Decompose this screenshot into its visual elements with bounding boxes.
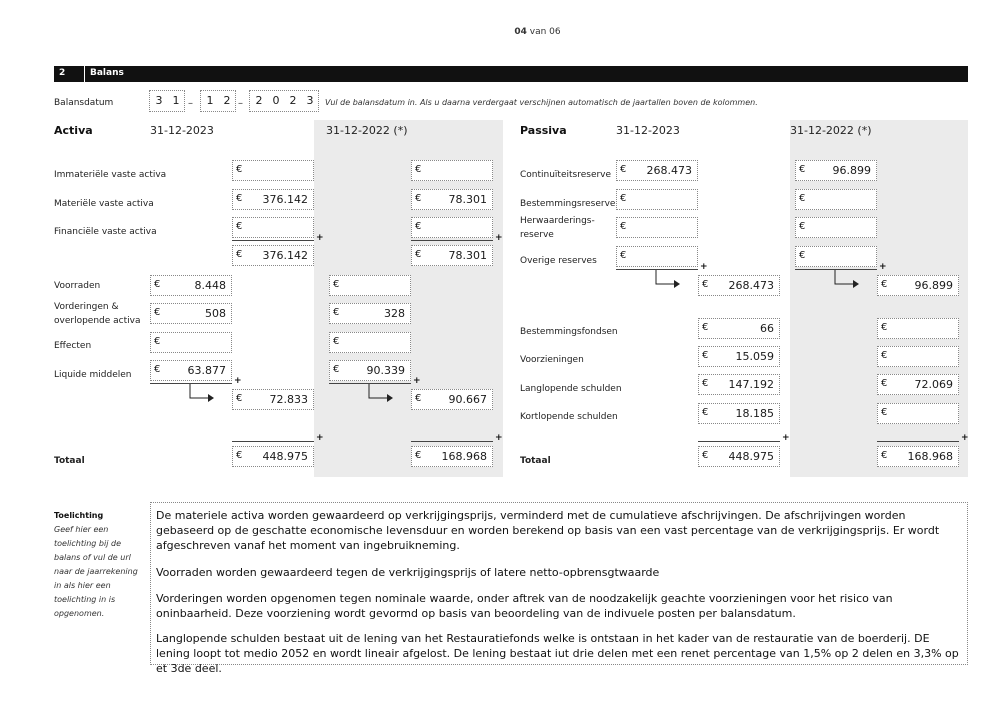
row-label-bestemmingsreserve: Bestemmingsreserve [520,199,616,209]
row-label-overige: Overige reserves [520,256,597,266]
passiva-2023-eigen-vermogen: € 268.473 [698,275,780,296]
activa-2022-effecten-field[interactable]: € [329,332,411,353]
row-label-bestemmingsfondsen: Bestemmingsfondsen [520,327,618,337]
passiva-2022-overige-field[interactable]: € [795,246,877,267]
row-label-vorderingen-1: Vorderingen & [54,302,119,312]
toelichting-hint: Geef hier een toelichting bij de balans of vul de url naar de jaarrekening in als hier een toelichting in is opgenomen. [54,525,138,618]
activa-col-2022: 31-12-2022 (*) [326,124,408,137]
plus-sign: + [495,233,503,243]
activa-2022-totaal: € 168.968 [411,446,493,467]
activa-2022-vaste-subtotal: € 78.301 [411,245,493,266]
section-title: Balans [90,68,124,78]
passiva-2022-continuiteit-field[interactable]: € 96.899 [795,160,877,181]
activa-2022-vlottend-subtotal: € 90.667 [411,389,493,410]
plus-sign: + [782,433,790,443]
carry-arrow-icon [656,270,686,290]
passiva-2023-continuiteit-field[interactable]: € 268.473 [616,160,698,181]
year-digit-2: 0 [268,92,284,110]
row-label-vorderingen-2: overlopende activa [54,316,141,326]
passiva-2022-herwaardering-field[interactable]: € [795,217,877,238]
row-label-materieel: Materiële vaste activa [54,199,154,209]
passiva-heading: Passiva [520,124,567,137]
plus-sign: + [413,376,421,386]
page-number: 04 van 06 [514,27,561,37]
passiva-2022-totaal: € 168.968 [877,446,959,467]
passiva-2022-voorzieningen-field[interactable]: € [877,346,959,367]
passiva-2023-langlopend-field[interactable]: € 147.192 [698,374,780,395]
activa-2023-effecten-field[interactable]: € [150,332,232,353]
activa-totaal-label: Totaal [54,456,85,466]
activa-2023-totaal: € 448.975 [232,446,314,467]
passiva-2023-herwaardering-field[interactable]: € [616,217,698,238]
date-separator: – [238,98,243,109]
balansdatum-day[interactable] [149,90,185,112]
plus-sign: + [316,233,324,243]
passiva-2023-overige-field[interactable]: € [616,246,698,267]
day-digit-1: 3 [151,92,167,110]
activa-2023-liquide-field[interactable]: € 63.877 [150,360,232,381]
passiva-totaal-label: Totaal [520,456,551,466]
date-separator: – [188,98,193,109]
plus-sign: + [234,376,242,386]
activa-2022-liquide-field[interactable]: € 90.339 [329,360,411,381]
passiva-2023-voorzieningen-field[interactable]: € 15.059 [698,346,780,367]
balansdatum-label: Balansdatum [54,98,114,108]
activa-2023-voorraden-field[interactable]: € 8.448 [150,275,232,296]
activa-2022-vorderingen-field[interactable]: € 328 [329,303,411,324]
plus-sign: + [961,433,969,443]
carry-arrow-icon [190,384,220,404]
passiva-col-2022: 31-12-2022 (*) [790,124,872,137]
carry-arrow-icon [369,384,399,404]
day-digit-2: 1 [168,92,184,110]
section-header [54,66,968,82]
row-label-immaterieel: Immateriële vaste activa [54,170,167,180]
activa-col-2023: 31-12-2023 [150,124,214,137]
activa-2023-vaste-subtotal: € 376.142 [232,245,314,266]
balansdatum-year[interactable] [249,90,319,112]
toelichting-paragraph-4: Langlopende schulden bestaat uit de lening van het Restauratiefonds welke is ontstaan in het kader van de restauratie van de boerderij. DE lening loopt tot medio 2052 en wordt lineair afgelost. De lening bestaat iut drie delen met een renet percentage van 1,5% op 2 delen en 3,3% op et 3de deel. [156,632,959,675]
row-label-effecten: Effecten [54,341,92,351]
row-label-herwaardering-2: reserve [520,230,554,240]
passiva-2022-bestemmingsfondsen-field[interactable]: € [877,318,959,339]
passiva-2023-totaal: € 448.975 [698,446,780,467]
activa-heading: Activa [54,124,93,137]
plus-sign: + [700,262,708,272]
activa-2022-voorraden-field[interactable]: € [329,275,411,296]
plus-sign: + [879,262,887,272]
passiva-2022-langlopend-field[interactable]: € 72.069 [877,374,959,395]
year-digit-4: 3 [302,92,318,110]
plus-sign: + [316,433,324,443]
activa-2023-financieel-field[interactable]: € [232,217,314,238]
activa-2023-vorderingen-field[interactable]: € 508 [150,303,232,324]
balansdatum-month[interactable] [200,90,236,112]
year-digit-3: 2 [285,92,301,110]
row-label-voorraden: Voorraden [54,281,101,291]
row-label-langlopend: Langlopende schulden [520,384,622,394]
row-label-financieel: Financiële vaste activa [54,227,157,237]
section-number: 2 [59,68,66,78]
passiva-col-2023: 31-12-2023 [616,124,680,137]
toelichting-title: Toelichting [54,511,104,520]
year-digit-1: 2 [251,92,267,110]
passiva-2022-eigen-vermogen: € 96.899 [877,275,959,296]
activa-2023-vlottend-subtotal: € 72.833 [232,389,314,410]
toelichting-paragraph-1: De materiele activa worden gewaardeerd op verkrijgingsprijs, verminderd met de cumulatieve afschrijvingen. De afschrijvingen worden gebaseerd op de geschatte economische levensduur en worden berekend op basis van een vast percentage van de verkrijgingsprijs. Er wordt afgeschreven vanaf het moment van ingebruikneming. [156,509,940,552]
carry-arrow-icon [835,270,865,290]
activa-2022-materieel-field[interactable]: € 78.301 [411,189,493,210]
activa-2022-financieel-field[interactable]: € [411,217,493,238]
passiva-2023-kortlopend-field[interactable]: € 18.185 [698,403,780,424]
passiva-2022-bestemmingsreserve-field[interactable]: € [795,189,877,210]
passiva-2022-kortlopend-field[interactable]: € [877,403,959,424]
toelichting-paragraph-2: Voorraden worden gewaardeerd tegen de verkrijgingsprijs of latere netto-opbrensgtwaarde [156,566,660,579]
row-label-voorzieningen: Voorzieningen [520,355,584,365]
activa-2023-materieel-field[interactable]: € 376.142 [232,189,314,210]
toelichting-paragraph-3: Vorderingen worden opgenomen tegen nominale waarde, onder aftrek van de noodzakelijk geachte voorzieningen voor het risico van oninbaarheid. Deze voorziening wordt gevormd op basis van beoordeling van de indivuele posten per balansdatum. [156,592,893,620]
plus-sign: + [495,433,503,443]
activa-2023-immaterieel-field[interactable]: € [232,160,314,181]
passiva-2023-bestemmingsreserve-field[interactable]: € [616,189,698,210]
row-label-continuiteit: Continuïteitsreserve [520,170,612,180]
row-label-liquide: Liquide middelen [54,370,132,380]
row-label-kortlopend: Kortlopende schulden [520,412,618,422]
toelichting-textarea[interactable] [150,502,968,675]
balansdatum-hint: Vul de balansdatum in. Als u daarna verdergaat verschijnen automatisch de jaartallen boven de kolommen. [325,98,758,107]
passiva-2023-bestemmingsfondsen-field[interactable]: € 66 [698,318,780,339]
activa-2022-immaterieel-field[interactable]: € [411,160,493,181]
month-digit-2: 2 [219,92,235,110]
row-label-herwaardering-1: Herwaarderings- [520,216,595,226]
month-digit-1: 1 [202,92,218,110]
